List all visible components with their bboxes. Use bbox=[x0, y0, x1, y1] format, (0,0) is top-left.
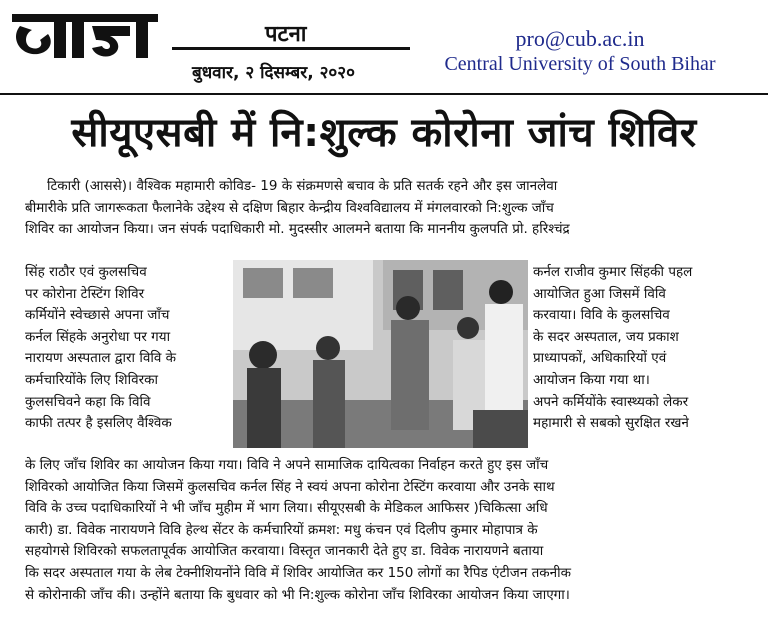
headline: सीयूएसबी में नि:शुल्क कोरोना जांच शिविर bbox=[71, 110, 697, 156]
text-line: बीमारीके प्रति जागरूकता फैलानेके उद्देश्य से दक्षिण बिहार केन्द्रीय विश्वविद्यालय में मंगलवारको नि:शुल्क जाँच bbox=[25, 199, 554, 216]
text-line: प्राध्यापकों, अधिकारियों एवं bbox=[533, 350, 667, 367]
text-line: करवाया। विवि के कुलसचिव bbox=[533, 307, 670, 324]
text-line: कर्नल सिंहके अनुरोधा पर गया bbox=[25, 328, 171, 345]
text-line: कर्नल राजीव कुमार सिंहकी पहल bbox=[533, 264, 693, 280]
text-line: कर्मचारियोंके लिए शिविरका bbox=[25, 371, 158, 388]
article-intro bbox=[25, 176, 753, 241]
text-line: के लिए जाँच शिविर का आयोजन किया गया। विवि ने अपने सामाजिक दायित्वका निर्वाहन करते हुए इस जाँच bbox=[25, 457, 549, 473]
text-line: अपने कर्मियोंके स्वास्थ्यको लेकर bbox=[533, 393, 689, 410]
text-line: पर कोरोना टेस्टिंग शिविर bbox=[25, 285, 145, 302]
contact-block bbox=[420, 26, 740, 76]
text-line: से कोरोनाकी जाँच की। उन्होंने बताया कि बुधवार को भी नि:शुल्क कोरोना जाँच शिविरका आयोजन किया जाएगा। bbox=[25, 586, 570, 603]
text-line: कुलसचिवने कहा कि विवि bbox=[25, 393, 151, 410]
text-line: सहयोगसे शिविरको सफलतापूर्वक आयोजित करवाया। विस्तृत जानकारी देते हुए डा. विवेक नारायणने बताया bbox=[25, 543, 544, 560]
text-line: कर्मियोंने स्वेच्छासे अपना जाँच bbox=[25, 307, 170, 324]
edition-date: बुधवार, २ दिसम्बर, २०२० bbox=[192, 63, 355, 83]
date-rule bbox=[172, 47, 410, 50]
text-line: आयोजन किया गया था। bbox=[533, 371, 650, 388]
text-line: के सदर अस्पताल, जय प्रकाश bbox=[533, 328, 679, 345]
edition-city: पटना bbox=[265, 22, 307, 47]
text-line: विवि के उच्च पदाधिकारियों ने भी जाँच मुहीम में भाग लिया। सीयूएसबी के मेडिकल आफिसर )चिकित्सा अधि bbox=[25, 500, 548, 517]
article-right-column bbox=[533, 262, 753, 435]
newspaper-logo bbox=[10, 8, 160, 63]
contact-org: Central University of South Bihar bbox=[444, 53, 716, 75]
article-conclusion bbox=[25, 455, 753, 606]
news-photo bbox=[233, 260, 528, 448]
text-line: आयोजित हुआ जिसमें विवि bbox=[533, 285, 666, 302]
article-left-column bbox=[25, 262, 228, 435]
text-line: टिकारी (आससे)। वैश्विक महामारी कोविड- 19 के संक्रमणसे बचाव के प्रति सतर्क रहने और इस जानलेवा bbox=[47, 178, 558, 194]
header-divider bbox=[0, 93, 768, 95]
text-line: सिंह राठौर एवं कुलसचिव bbox=[25, 264, 147, 280]
text-line: शिविर का आयोजन किया। जन संपर्क पदाधिकारी मो. मुदस्सीर आलमने बताया कि माननीय कुलपति प्रो. हरिश्चंद्र bbox=[25, 221, 570, 238]
text-line: काफी तत्पर है इसलिए वैश्विक bbox=[25, 415, 172, 432]
text-line: कारी) डा. विवेक नारायणने विवि हेल्थ सेंटर के कर्मचारियों क्रमश: मधु कंचन एवं दिलीप कुमार मोहापात्र के bbox=[25, 521, 538, 538]
text-line: महामारी से सबको सुरक्षित रखने bbox=[533, 415, 689, 432]
text-line: शिविरको आयोजित किया जिसमें कुलसचिव कर्नल सिंह ने स्वयं अपना कोरोना टेस्टिंग करवाया और उनके साथ bbox=[25, 478, 555, 495]
text-line: कि सदर अस्पताल गया के लेब टेक्नीशियनोंने विवि में शिविर आयोजित कर 150 लोगों का रैपिड एंटीजन तकनीक bbox=[25, 564, 572, 581]
contact-email: pro@cub.ac.in bbox=[515, 26, 645, 51]
text-line: नारायण अस्पताल द्वारा विवि के bbox=[25, 350, 176, 367]
